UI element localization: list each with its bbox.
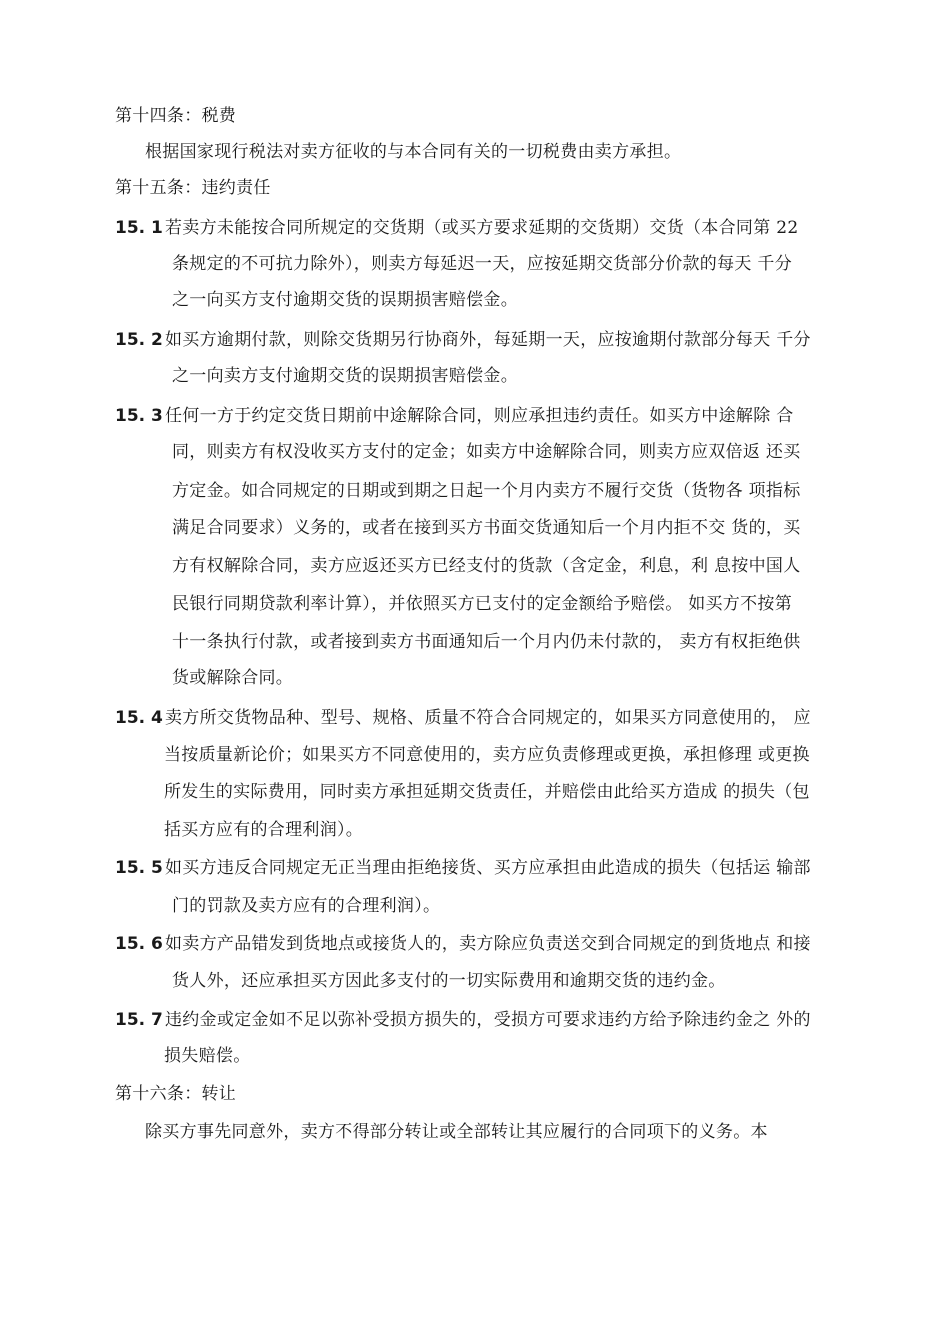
clause-line: 满足合同要求）义务的，或者在接到买方书面交货通知后一个月内拒不交 货的，买	[172, 518, 801, 538]
clause-line: 损失赔偿。	[164, 1046, 251, 1066]
section-15-heading: 第十五条：违约责任	[115, 178, 271, 198]
clause-line: 条规定的不可抗力除外），则卖方每延迟一天，应按延期交货部分价款的每天 千分	[172, 254, 793, 274]
clause-line: 如买方违反合同规定无正当理由拒绝接货、买方应承担由此造成的损失（包括运 输部	[165, 858, 811, 878]
clause-line: 民银行同期贷款利率计算），并依照买方已支付的定金额给予赔偿。 如买方不按第	[172, 594, 793, 614]
clause-line: 之一向卖方支付逾期交货的误期损害赔偿金。	[172, 366, 518, 386]
clause-line: 括买方应有的合理利润）。	[164, 820, 364, 840]
clause-line: 之一向买方支付逾期交货的误期损害赔偿金。	[172, 290, 518, 310]
clause-line: 如卖方产品错发到货地点或接货人的，卖方除应负责送交到合同规定的到货地点 和接	[165, 934, 811, 954]
clause-number: 15. 1	[115, 218, 163, 238]
section-16-heading: 第十六条：转让	[115, 1084, 237, 1104]
clause-line: 如买方逾期付款，则除交货期另行协商外，每延期一天，应按逾期付款部分每天 千分	[165, 330, 811, 350]
clause-line: 同，则卖方有权没收买方支付的定金；如卖方中途解除合同，则卖方应双倍返 还买	[172, 442, 801, 462]
clause-line: 门的罚款及卖方应有的合理利润）。	[172, 896, 441, 916]
clause-line: 当按质量新论价；如果买方不同意使用的，卖方应负责修理或更换，承担修理 或更换	[164, 745, 810, 765]
section-14-body: 根据国家现行税法对卖方征收的与本合同有关的一切税费由卖方承担。	[145, 142, 682, 162]
clause-line: 货人外，还应承担买方因此多支付的一切实际费用和逾期交货的违约金。	[172, 971, 726, 991]
section-16-body: 除买方事先同意外，卖方不得部分转让或全部转让其应履行的合同项下的义务。本	[145, 1122, 768, 1142]
clause-number: 15. 3	[115, 406, 163, 426]
clause-number: 15. 4	[115, 708, 163, 728]
clause-line: 所发生的实际费用，同时卖方承担延期交货责任，并赔偿由此给买方造成 的损失（包	[164, 782, 810, 802]
clause-line: 卖方所交货物品种、型号、规格、质量不符合合同规定的，如果买方同意使用的， 应	[165, 708, 811, 728]
clause-number: 15. 6	[115, 934, 163, 954]
clause-line: 若卖方未能按合同所规定的交货期（或买方要求延期的交货期）交货（本合同第 22	[165, 218, 799, 238]
clause-number: 15. 2	[115, 330, 163, 350]
clause-line: 任何一方于约定交货日期前中途解除合同，则应承担违约责任。如买方中途解除 合	[165, 406, 794, 426]
clause-line: 方有权解除合同，卖方应返还买方已经支付的货款（含定金，利息，利 息按中国人	[172, 556, 801, 576]
section-14-heading: 第十四条：税费	[115, 106, 237, 126]
clause-line: 十一条执行付款，或者接到卖方书面通知后一个月内仍未付款的， 卖方有权拒绝供	[172, 632, 801, 652]
clause-number: 15. 7	[115, 1010, 163, 1030]
clause-line: 方定金。如合同规定的日期或到期之日起一个月内卖方不履行交货（货物各 项指标	[172, 481, 801, 501]
clause-line: 违约金或定金如不足以弥补受损方损失的，受损方可要求违约方给予除违约金之 外的	[165, 1010, 811, 1030]
clause-number: 15. 5	[115, 858, 163, 878]
clause-line: 货或解除合同。	[172, 668, 294, 688]
